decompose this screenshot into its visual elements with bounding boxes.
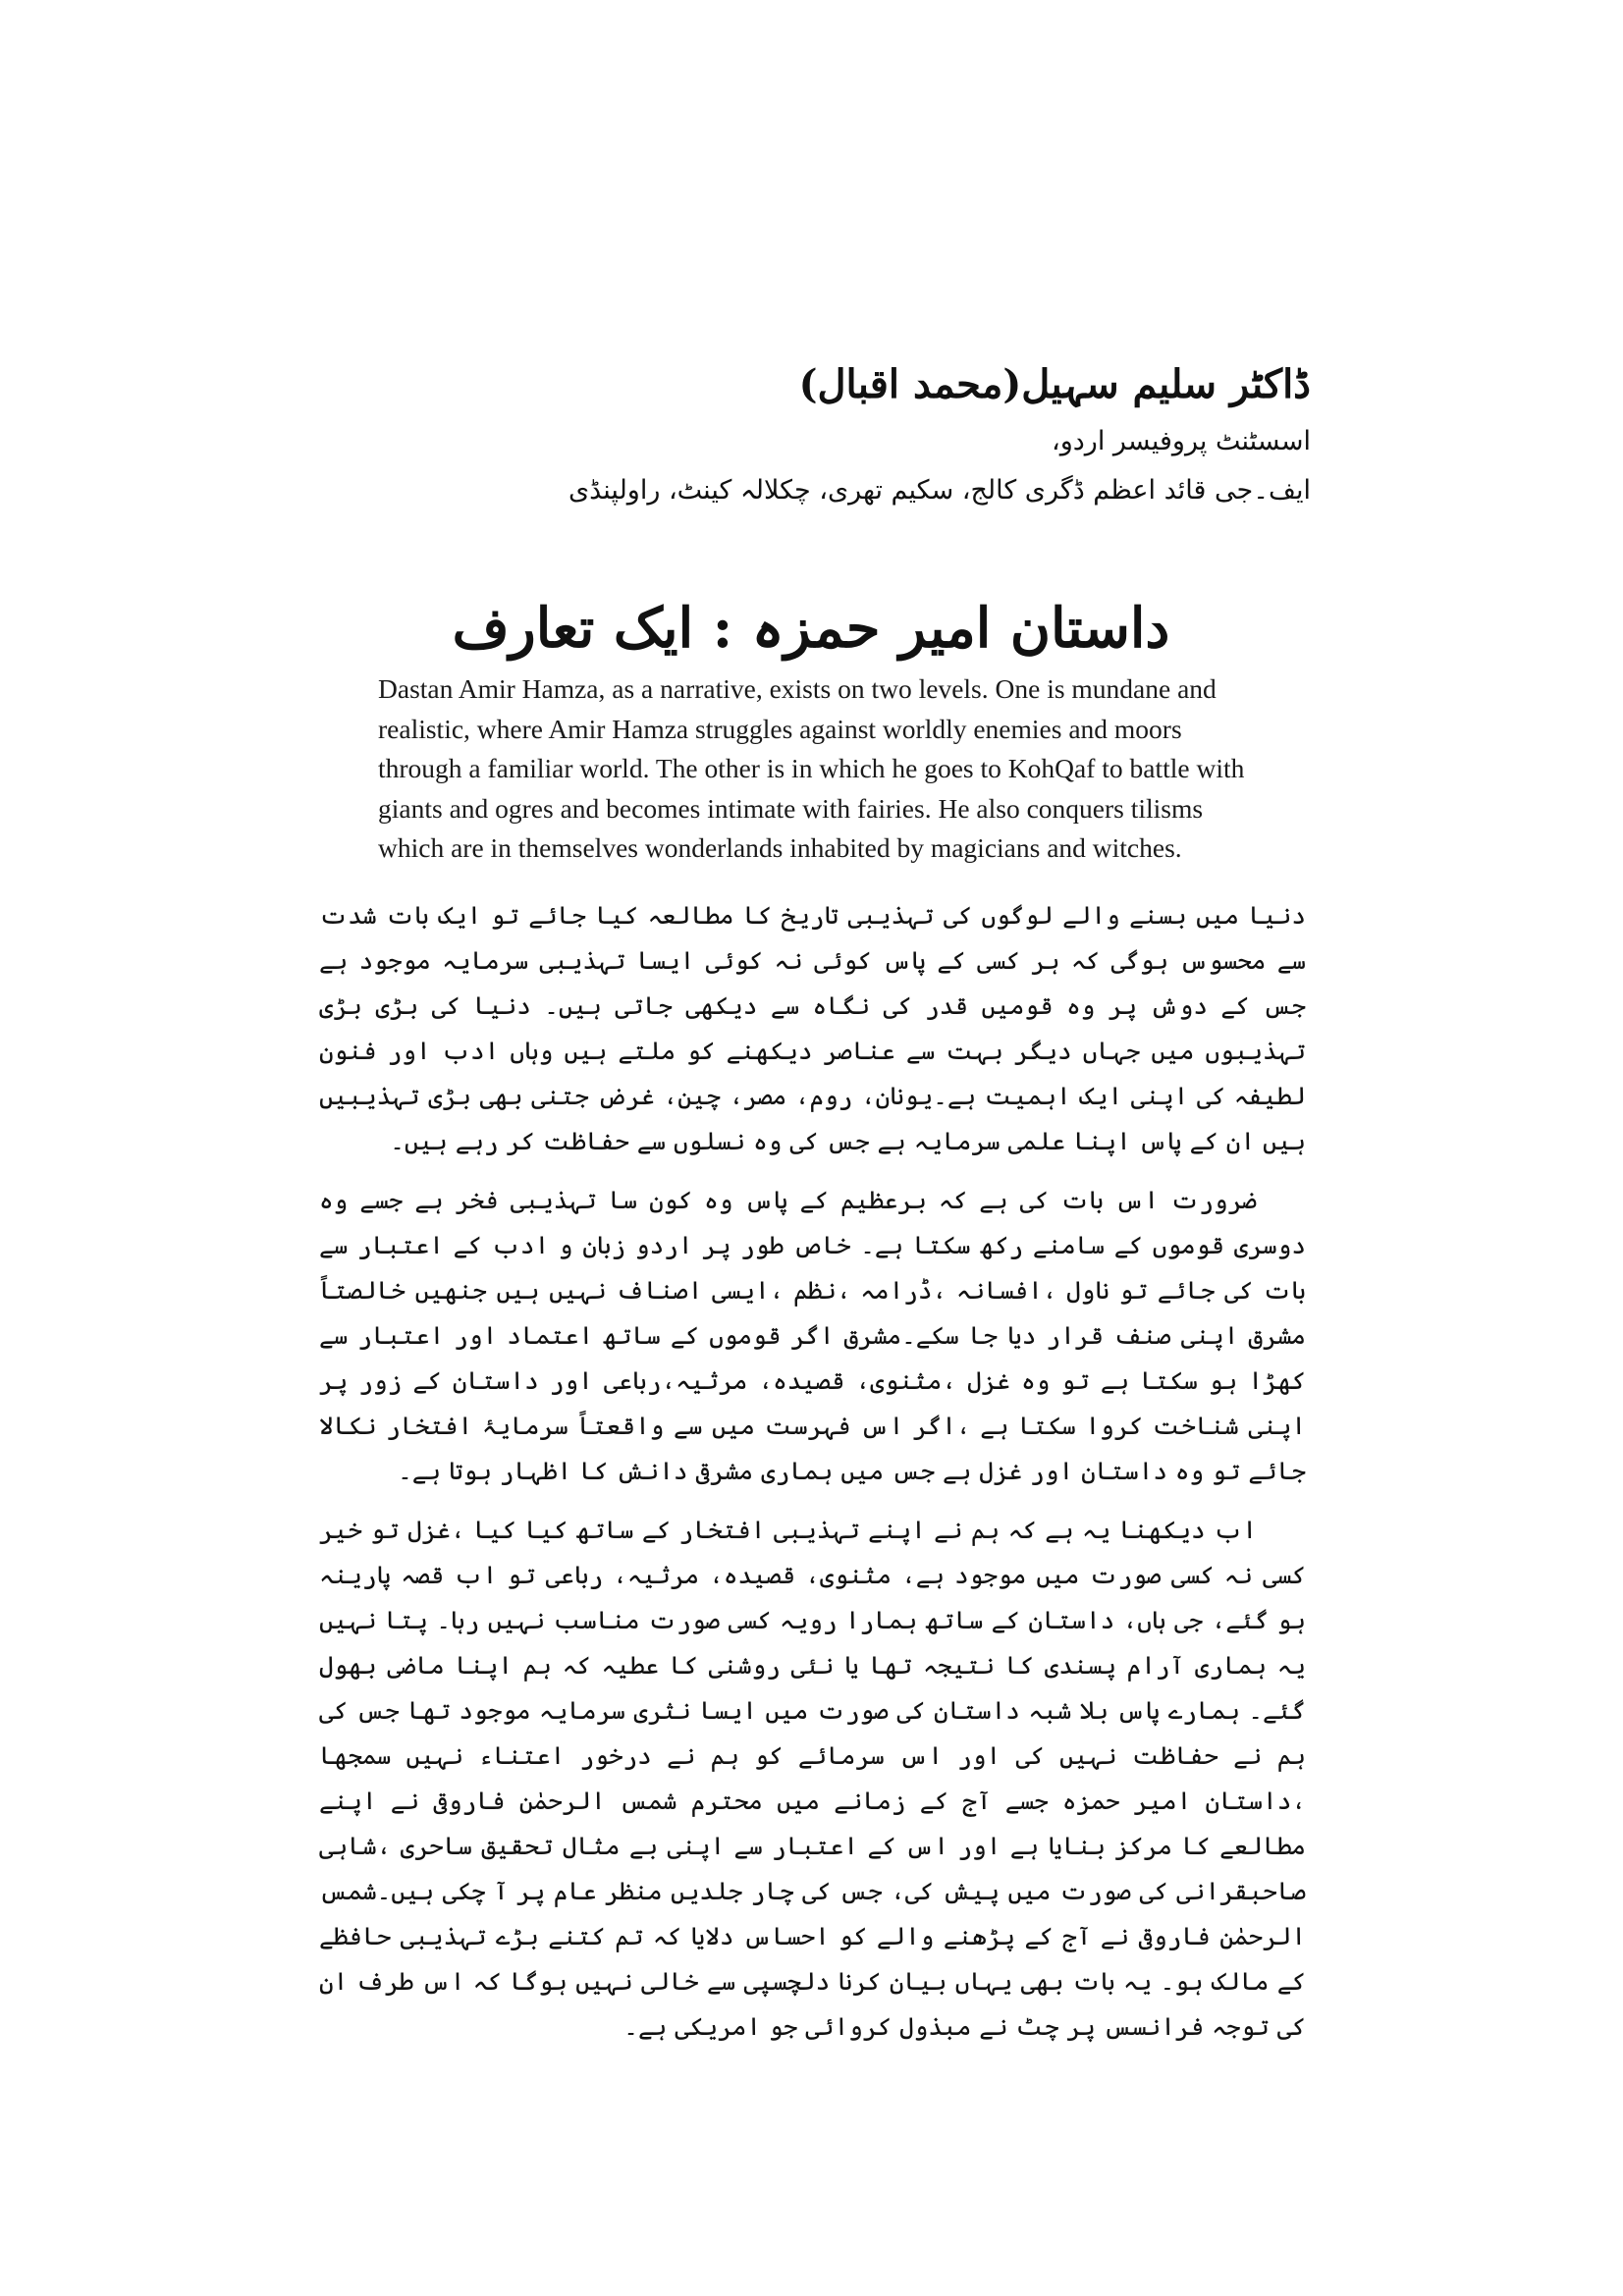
abstract: Dastan Amir Hamza, as a narrative, exists on two levels. One is mundane and realistic, where Amir Hamza struggles against worldly enemies and moors through a familiar world. The other is in which he goes to KohQaf to battle with giants and ogres and becomes intimate with fairies. He also conquers tilisms which are in themselves wonderlands inhabited by magicians and witches. — [378, 673, 1245, 863]
body-paragraph: اب دیکھنا یہ ہے کہ ہم نے اپنے تہذیبی افتخار کے ساتھ کیا کیا ،غزل تو خیر کسی نہ کسی صورت میں موجود ہے، مثنوی، قصیدہ، مرثیہ، رباعی تو اب قصہ پارینہ ہو گئے، جی ہاں، داستان کے ساتھ ہمارا رویہ کسی صورت مناسب نہیں رہا۔ پتا نہیں یہ ہماری آرام پسندی کا نتیجہ تھا یا نئی روشنی کا عطیہ کہ ہم اپنا ماضی بھول گئے۔ ہمارے پاس بلا شبہ داستان کی صورت میں ایسا نثری سرمایہ موجود تھا جس کی ہم نے حفاظت نہیں کی اور اس سرمائے کو ہم نے درخور اعتناء نہیں سمجھا ،داستان امیر حمزہ جسے آج کے زمانے میں محترم شمس الرحمٰن فاروقی نے اپنے مطالعے کا مرکز بنایا ہے اور اس کے اعتبار سے اپنی بے مثال تحقیق ساحری ،شاہی صاحبقرانی کی صورت میں پیش کی، جس کی چار جلدیں منظر عام پر آ چکی ہیں۔شمس الرحمٰن فاروقی نے آج کے پڑھنے والے کو احساس دلایا کہ تم کتنے بڑے تہذیبی حافظے کے مالک ہو۔ یہ بات بھی یہاں بیان کرنا دلچسپی سے خالی نہیں ہوگا کہ اس طرف ان کی توجہ فرانسس پر چٹ نے مبذول کروائی جو امریکی ہے۔ — [319, 1516, 1306, 2041]
author-affiliation: ایف۔جی قائد اعظم ڈگری کالج، سکیم تھری، چکلالہ کینٹ، راولپنڈی — [568, 475, 1311, 506]
body-paragraph: ضرورت اس بات کی ہے کہ برعظیم کے پاس وہ کون سا تہذیبی فخر ہے جسے وہ دوسری قوموں کے سامنے رکھ سکتا ہے۔ خاص طور پر اردو زبان و ادب کے اعتبار سے بات کی جائے تو ناول ،افسانہ ،ڈرامہ ،نظم ،ایسی اصناف نہیں ہیں جنھیں خالصتاً مشرق اپنی صنف قرار دیا جا سکے۔مشرق اگر قوموں کے ساتھ اعتماد اور اعتبار سے کھڑا ہو سکتا ہے تو وہ غزل ،مثنوی، قصیدہ، مرثیہ،رباعی اور داستان کے زور پر اپنی شناخت کروا سکتا ہے ،اگر اس فہرست میں سے واقعتاً سرمایۂ افتخار نکالا جائے تو وہ داستان اور غزل ہے جس میں ہماری مشرقی دانش کا اظہار ہوتا ہے۔ — [319, 1186, 1306, 1485]
author-name: ڈاکٹر سلیم سہیل(محمد اقبال) — [798, 361, 1311, 407]
author-designation: اسسٹنٹ پروفیسر اردو، — [1052, 426, 1311, 456]
author-block — [329, 355, 1311, 514]
body-paragraph: دنیا میں بسنے والے لوگوں کی تہذیبی تاریخ کا مطالعہ کیا جائے تو ایک بات شدت سے محسوس ہوگی کہ ہر کسی کے پاس کوئی نہ کوئی ایسا تہذیبی سرمایہ موجود ہے جس کے دوش پر وہ قومیں قدر کی نگاہ سے دیکھی جاتی ہیں۔ دنیا کی بڑی بڑی تہذیبوں میں جہاں دیگر بہت سے عناصر دیکھنے کو ملتے ہیں وہاں ادب اور فنون لطیفہ کی اپنی ایک اہمیت ہے۔یونان، روم، مصر، چین، غرض جتنی بھی بڑی تہذیبیں ہیں ان کے پاس اپنا علمی سرمایہ ہے جس کی وہ نسلوں سے حفاظت کر رہے ہیں۔ — [319, 901, 1306, 1155]
article-title: داستان امیر حمزہ : ایک تعارف — [452, 596, 1170, 661]
article-body — [319, 893, 1306, 2063]
